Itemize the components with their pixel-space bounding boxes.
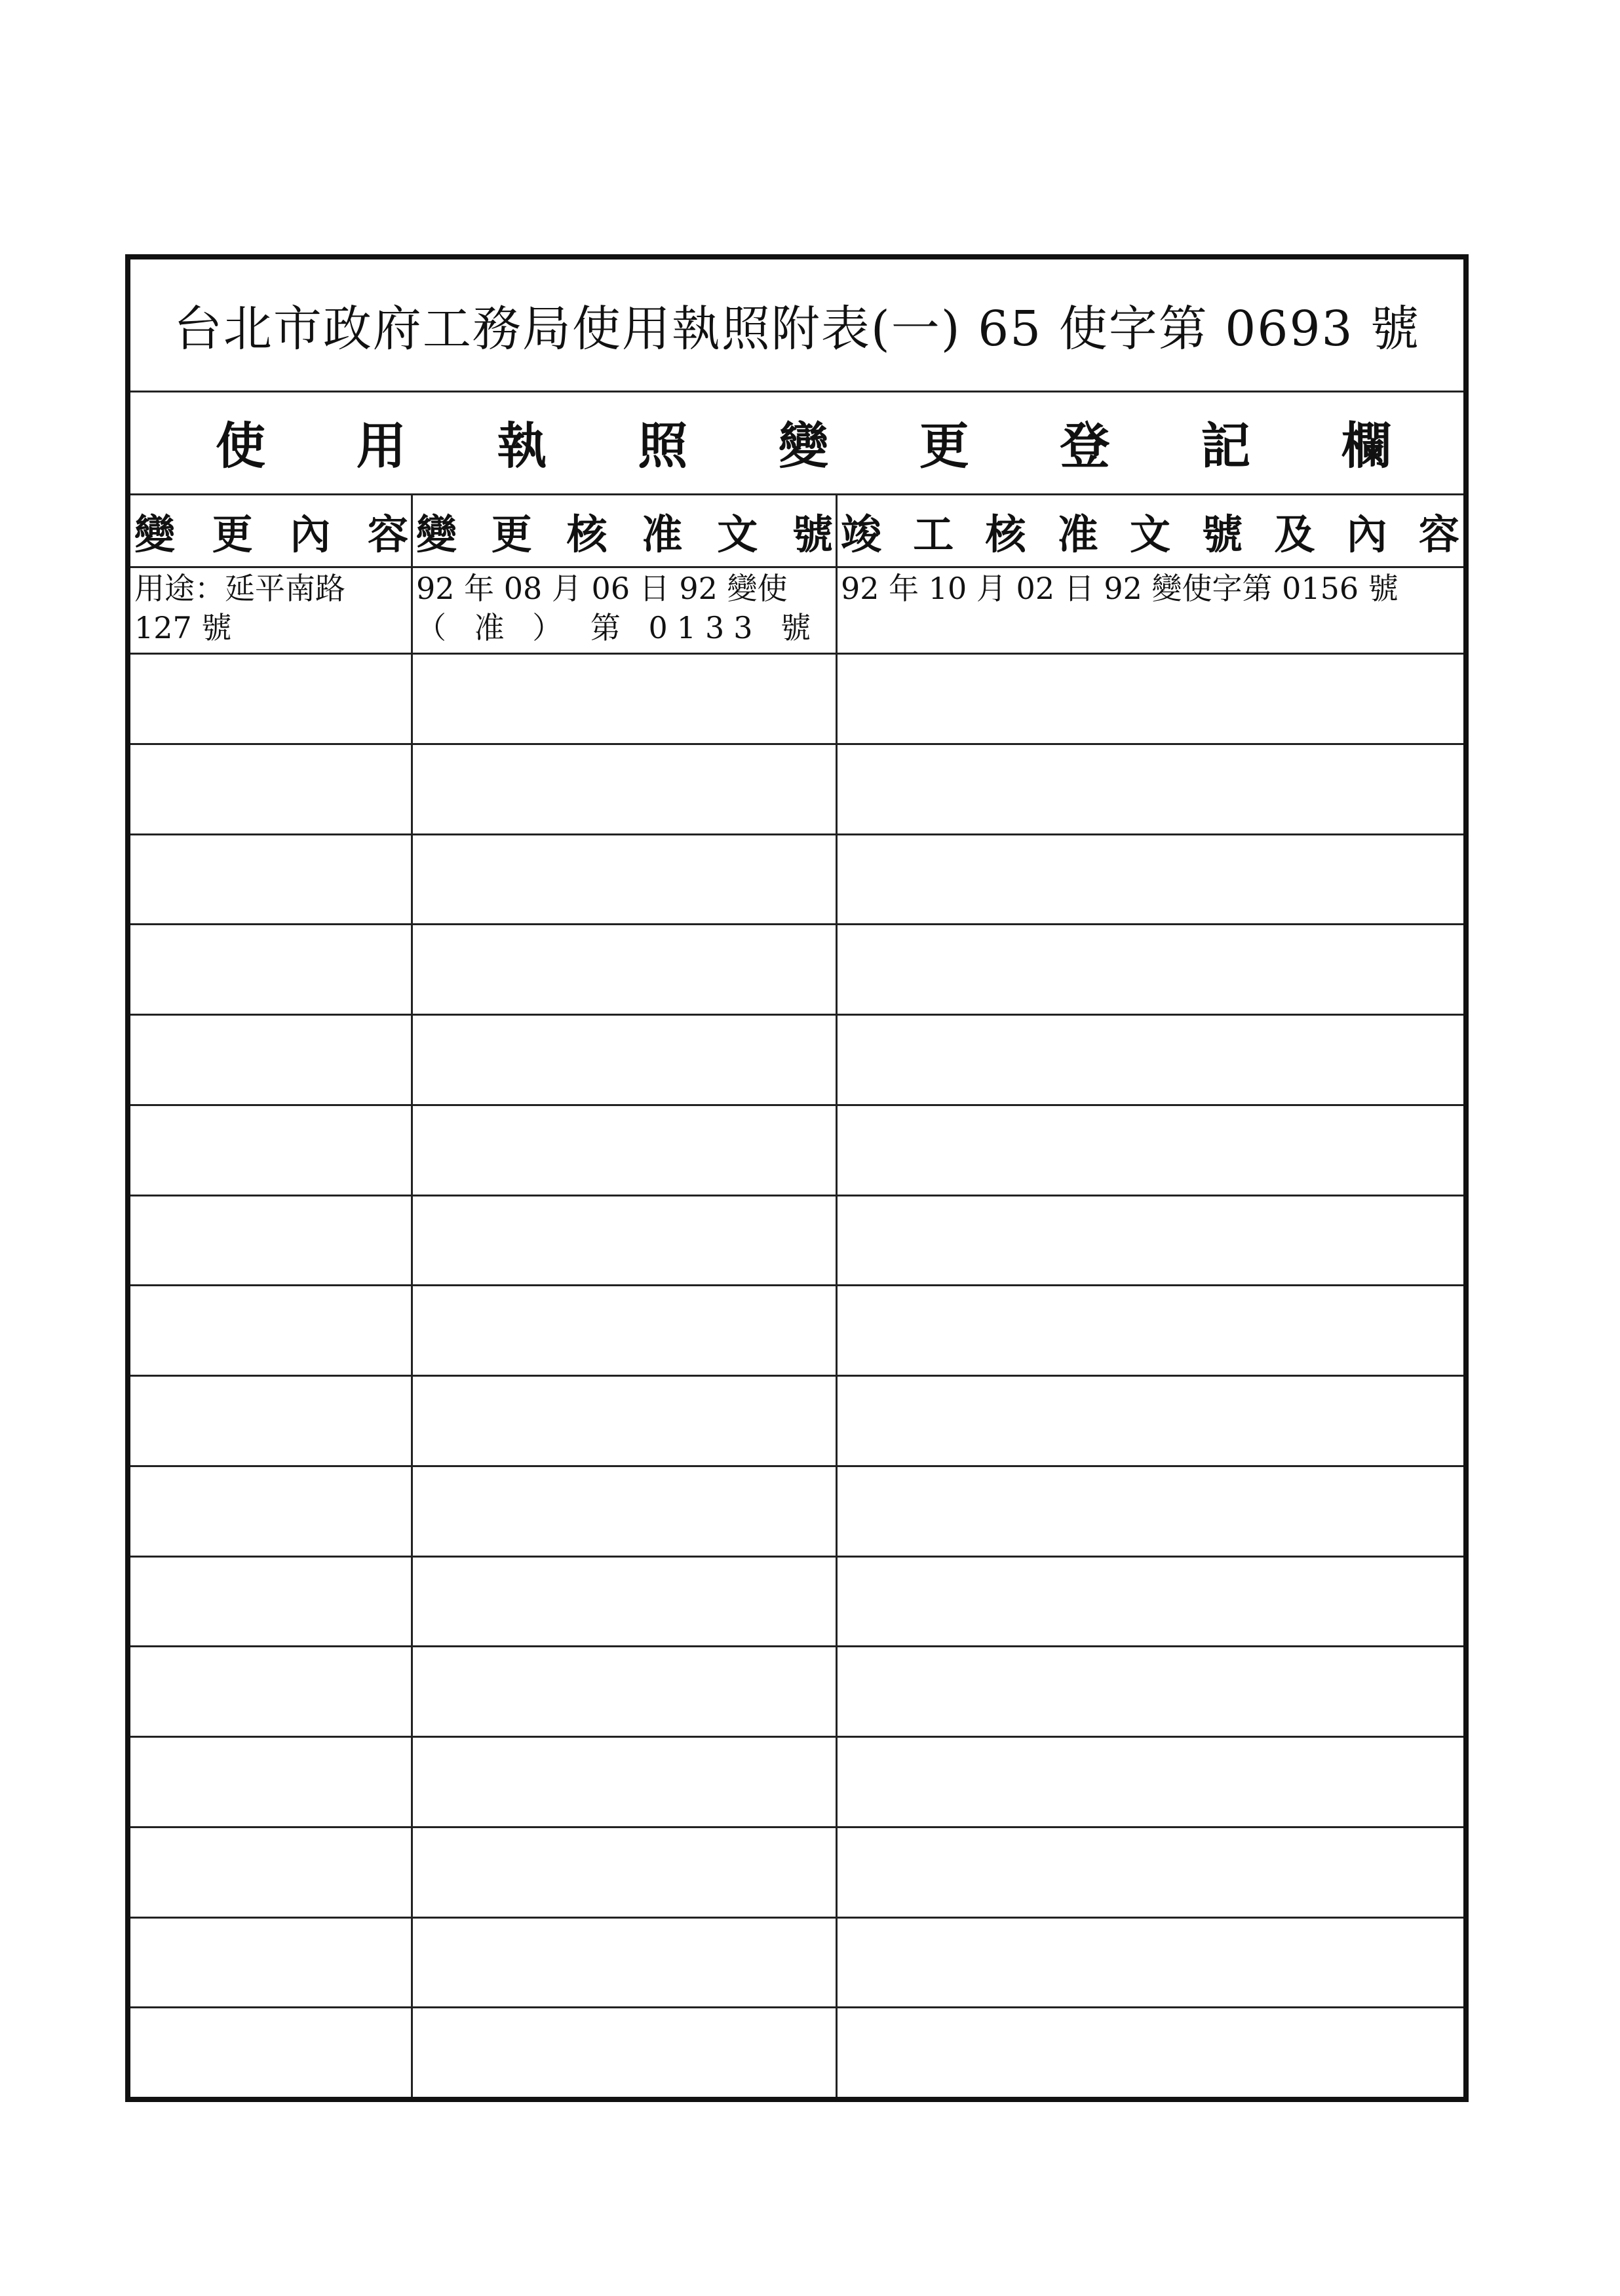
- table-row: [130, 1826, 1463, 1919]
- table-row: [130, 2006, 1463, 2097]
- cell-completion: [837, 1375, 1463, 1465]
- cell-completion: [837, 1104, 1463, 1195]
- table-row: [130, 1014, 1463, 1106]
- subtitle-char: 登: [1060, 417, 1110, 475]
- header-char: 號: [792, 510, 833, 558]
- cell-approval-no: [412, 1375, 837, 1465]
- header-char: 竣: [841, 510, 882, 558]
- cell-text: 127 號: [134, 610, 232, 645]
- table-row: [130, 923, 1463, 1016]
- table-row: [130, 1736, 1463, 1828]
- table-row: [130, 566, 1463, 655]
- table-row: [130, 1917, 1463, 2009]
- header-char: 核: [985, 510, 1026, 558]
- cell-completion: [837, 1556, 1463, 1646]
- cell-completion: [837, 1736, 1463, 1826]
- cell-approval-no: [412, 1104, 837, 1195]
- cell-approval-no: [412, 1195, 837, 1285]
- cell-change-content: [130, 1104, 412, 1195]
- header-char: 變: [416, 510, 457, 558]
- header-char: 更: [212, 510, 253, 558]
- title-row: [130, 259, 1463, 392]
- cell-approval-no: [412, 923, 837, 1014]
- cell-change-content: [130, 1375, 412, 1465]
- header-char: 變: [134, 510, 176, 558]
- cell-completion: [837, 833, 1463, 924]
- header-approval-no: [412, 495, 837, 566]
- registration-rows: [130, 566, 1463, 2097]
- cell-approval-no: [412, 1465, 837, 1556]
- header-char: 容: [1418, 510, 1459, 558]
- cell-completion: [837, 1014, 1463, 1104]
- cell-completion: [837, 1465, 1463, 1556]
- cell-text: （ 准 ） 第 0133 號: [416, 610, 820, 645]
- cell-change-content: [130, 1645, 412, 1736]
- cell-change-content: [130, 1826, 412, 1917]
- subtitle-char: 變: [779, 417, 828, 475]
- header-char: 准: [1057, 510, 1098, 558]
- cell-approval-no: [412, 833, 837, 924]
- cell-completion: [837, 1195, 1463, 1285]
- cell-completion: [837, 1917, 1463, 2007]
- header-char: 文: [1129, 510, 1170, 558]
- cell-approval-no: [412, 1736, 837, 1826]
- table-row: [130, 1645, 1463, 1738]
- header-char: 內: [290, 510, 331, 558]
- subtitle-char: 欄: [1341, 417, 1391, 475]
- cell-approval-no: [412, 743, 837, 833]
- cell-change-content: [130, 833, 412, 924]
- table-row: [130, 743, 1463, 835]
- cell-approval-no: [412, 1645, 837, 1736]
- cell-approval-no: [412, 566, 837, 653]
- cell-change-content: [130, 923, 412, 1014]
- license-appendix-table: [125, 254, 1469, 2102]
- header-char: 工: [913, 510, 954, 558]
- cell-change-content: [130, 1195, 412, 1285]
- header-change-content: [130, 495, 412, 566]
- table-row: [130, 1375, 1463, 1467]
- cell-change-content: [130, 1465, 412, 1556]
- subtitle-char: 執: [497, 417, 547, 475]
- cell-text: 92 年 08 月 06 日 92 變使: [416, 571, 788, 606]
- subtitle-char: 更: [919, 417, 969, 475]
- header-char: 核: [566, 510, 608, 558]
- cell-change-content: [130, 1556, 412, 1646]
- header-char: 文: [717, 510, 758, 558]
- cell-completion: [837, 1826, 1463, 1917]
- cell-change-content: [130, 1284, 412, 1375]
- subtitle-char: 記: [1201, 417, 1251, 475]
- cell-completion: [837, 1645, 1463, 1736]
- header-char: 內: [1346, 510, 1387, 558]
- cell-change-content: [130, 566, 412, 653]
- cell-text: 用途：延平南路: [134, 571, 345, 606]
- cell-completion: [837, 923, 1463, 1014]
- cell-approval-no: [412, 2006, 837, 2097]
- table-row: [130, 1556, 1463, 1648]
- cell-completion: [837, 653, 1463, 743]
- cell-completion: [837, 566, 1463, 653]
- table-row: [130, 1284, 1463, 1377]
- table-row: [130, 833, 1463, 926]
- cell-approval-no: [412, 1014, 837, 1104]
- cell-change-content: [130, 1917, 412, 2007]
- header-char: 更: [491, 510, 532, 558]
- cell-change-content: [130, 2006, 412, 2097]
- cell-text: 92 年 10 月 02 日 92 變使字第 0156 號: [841, 571, 1398, 606]
- document-title: 台北市政府工務局使用執照附表(一) 65 使字第 0693 號: [173, 301, 1421, 357]
- table-row: [130, 1195, 1463, 1287]
- cell-approval-no: [412, 1917, 837, 2007]
- cell-change-content: [130, 653, 412, 743]
- cell-completion: [837, 743, 1463, 833]
- table-row: [130, 653, 1463, 745]
- subtitle-char: 用: [356, 417, 406, 475]
- cell-completion: [837, 2006, 1463, 2097]
- cell-approval-no: [412, 653, 837, 743]
- cell-change-content: [130, 1736, 412, 1826]
- cell-change-content: [130, 1014, 412, 1104]
- subtitle-char: 使: [216, 417, 265, 475]
- column-header-row: [130, 495, 1463, 568]
- header-char: 號: [1202, 510, 1243, 558]
- cell-approval-no: [412, 1826, 837, 1917]
- header-char: 准: [642, 510, 683, 558]
- header-char: 及: [1274, 510, 1315, 558]
- cell-approval-no: [412, 1556, 837, 1646]
- cell-approval-no: [412, 1284, 837, 1375]
- header-completion: [837, 495, 1463, 566]
- table-row: [130, 1104, 1463, 1196]
- table-row: [130, 1465, 1463, 1558]
- subtitle-row: [130, 391, 1463, 495]
- header-char: 容: [367, 510, 408, 558]
- subtitle-char: 照: [638, 417, 688, 475]
- cell-completion: [837, 1284, 1463, 1375]
- cell-change-content: [130, 743, 412, 833]
